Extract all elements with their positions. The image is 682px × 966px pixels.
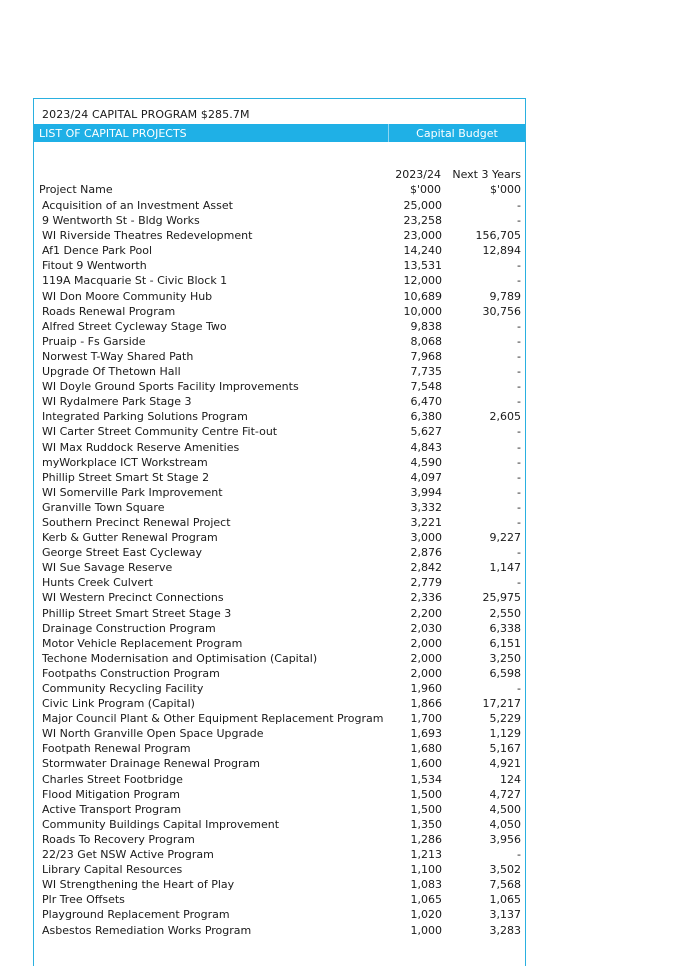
budget-next3-cell: -	[517, 515, 521, 529]
project-name-cell: Community Buildings Capital Improvement	[42, 817, 280, 831]
table-row	[34, 334, 525, 349]
budget-2023-cell: 1,534	[410, 772, 442, 786]
budget-2023-cell: 1,213	[410, 848, 442, 862]
budget-next3-cell: -	[517, 485, 521, 499]
budget-2023-cell: 2,336	[410, 591, 442, 605]
column-header-next3-line2: $'000	[489, 183, 521, 196]
project-name-cell: WI Doyle Ground Sports Facility Improvements	[42, 380, 299, 394]
budget-next3-cell: -	[517, 365, 521, 379]
budget-2023-cell: 1,680	[410, 742, 442, 756]
budget-2023-cell: 2,200	[410, 606, 442, 620]
budget-2023-cell: 1,600	[410, 757, 442, 771]
budget-next3-cell: 7,568	[489, 878, 521, 892]
project-name-cell: WI Riverside Theatres Redevelopment	[42, 229, 253, 243]
table-row	[34, 696, 525, 711]
table-row	[34, 213, 525, 228]
budget-next3-cell: 4,050	[489, 817, 521, 831]
budget-2023-cell: 3,000	[410, 531, 442, 545]
budget-2023-cell: 23,258	[403, 214, 442, 228]
budget-2023-cell: 14,240	[403, 244, 442, 258]
budget-2023-cell: 1,065	[410, 893, 442, 907]
table-row	[34, 847, 525, 862]
table-row	[34, 907, 525, 922]
project-name-cell: WI Somerville Park Improvement	[42, 485, 223, 499]
budget-next3-cell: 1,129	[489, 727, 521, 741]
budget-2023-cell: 1,693	[410, 727, 442, 741]
project-name-cell: Civic Link Program (Capital)	[42, 697, 195, 711]
column-header-2023-line1: 2023/24	[395, 168, 441, 181]
budget-next3-cell: -	[517, 848, 521, 862]
project-name-cell: 119A Macquarie St - Civic Block 1	[42, 274, 228, 288]
budget-next3-cell: -	[517, 455, 521, 469]
project-name-cell: Norwest T-Way Shared Path	[42, 349, 194, 363]
budget-2023-cell: 7,968	[410, 349, 442, 363]
project-name-cell: Techone Modernisation and Optimisation (Capital)	[42, 651, 318, 665]
budget-next3-cell: -	[517, 199, 521, 212]
budget-next3-cell: 4,500	[489, 802, 521, 816]
project-name-cell: Flood Mitigation Program	[42, 787, 180, 801]
capital-program-table	[33, 98, 526, 966]
budget-next3-cell: 1,147	[489, 561, 521, 575]
list-label: LIST OF CAPITAL PROJECTS	[39, 127, 187, 140]
project-name-cell: Hunts Creek Culvert	[42, 576, 153, 590]
budget-next3-cell: -	[517, 349, 521, 363]
project-name-cell: WI Sue Savage Reserve	[42, 561, 173, 575]
table-row	[34, 787, 525, 802]
budget-2023-cell: 13,531	[403, 259, 442, 273]
project-name-cell: Integrated Parking Solutions Program	[42, 410, 248, 424]
table-row	[34, 500, 525, 515]
project-name-cell: Roads To Recovery Program	[42, 832, 195, 846]
table-row	[34, 243, 525, 258]
budget-2023-cell: 1,350	[410, 817, 442, 831]
project-name-cell: 9 Wentworth St - Bldg Works	[42, 214, 200, 228]
budget-2023-cell: 1,866	[410, 697, 442, 711]
budget-2023-cell: 4,097	[410, 470, 442, 484]
budget-next3-cell: -	[517, 576, 521, 590]
table-row	[34, 455, 525, 470]
project-name-cell: WI Western Precinct Connections	[42, 591, 224, 605]
budget-next3-cell: 6,338	[489, 621, 521, 635]
budget-next3-cell: 6,598	[489, 666, 521, 680]
table-row	[34, 515, 525, 530]
project-name-cell: WI Don Moore Community Hub	[42, 289, 213, 303]
budget-2023-cell: 3,221	[410, 515, 442, 529]
budget-next3-cell: 2,550	[489, 606, 521, 620]
column-header-2023-line2: $'000	[409, 183, 441, 196]
table-row	[34, 258, 525, 273]
table-row	[34, 666, 525, 681]
table-row	[34, 530, 525, 545]
budget-next3-cell: -	[517, 334, 521, 348]
budget-2023-cell: 2,000	[410, 651, 442, 665]
table-row	[34, 289, 525, 304]
budget-next3-cell: 3,137	[489, 908, 521, 922]
project-name-cell: Footpath Renewal Program	[42, 742, 191, 756]
project-name-cell: WI Carter Street Community Centre Fit-out	[42, 425, 278, 439]
project-name-cell: Active Transport Program	[42, 802, 182, 816]
table-row	[34, 711, 525, 726]
table-row	[34, 817, 525, 832]
budget-next3-cell: 4,727	[489, 787, 521, 801]
table-row	[34, 394, 525, 409]
budget-next3-cell: 1,065	[489, 893, 521, 907]
budget-2023-cell: 23,000	[403, 229, 442, 243]
project-name-cell: Motor Vehicle Replacement Program	[42, 636, 243, 650]
project-name-cell: Drainage Construction Program	[42, 621, 216, 635]
table-row	[34, 832, 525, 847]
table-row	[34, 590, 525, 605]
table-row	[34, 319, 525, 334]
table-row	[34, 772, 525, 787]
budget-next3-cell: 5,167	[489, 742, 521, 756]
budget-next3-cell: 9,789	[489, 289, 521, 303]
project-name-cell: WI Max Ruddock Reserve Amenities	[42, 440, 240, 454]
budget-next3-cell: 124	[500, 772, 521, 786]
table-row	[34, 802, 525, 817]
table-row	[34, 681, 525, 696]
budget-next3-cell: 12,894	[482, 244, 521, 258]
budget-next3-cell: 6,151	[489, 636, 521, 650]
budget-next3-cell: 156,705	[475, 229, 521, 243]
budget-next3-cell: 3,956	[489, 832, 521, 846]
budget-2023-cell: 9,838	[410, 319, 442, 333]
table-row	[34, 440, 525, 455]
budget-2023-cell: 1,500	[410, 802, 442, 816]
budget-next3-cell: 3,283	[489, 923, 521, 937]
table-row	[34, 485, 525, 500]
budget-2023-cell: 1,960	[410, 682, 442, 695]
project-name-cell: myWorkplace ICT Workstream	[42, 455, 208, 469]
budget-2023-cell: 1,000	[410, 923, 442, 937]
table-row	[34, 304, 525, 319]
table-row	[34, 621, 525, 636]
column-header-next3	[444, 167, 521, 197]
table-row	[34, 409, 525, 424]
project-name-cell: Granville Town Square	[42, 500, 165, 514]
budget-2023-cell: 1,700	[410, 712, 442, 726]
budget-2023-cell: 10,000	[403, 304, 442, 318]
budget-label: Capital Budget	[416, 127, 498, 140]
budget-2023-cell: 2,876	[410, 546, 442, 560]
project-name-cell: Phillip Street Smart St Stage 2	[42, 470, 210, 484]
budget-2023-cell: 4,590	[410, 455, 442, 469]
budget-2023-cell: 2,000	[410, 636, 442, 650]
project-name-cell: Acquisition of an Investment Asset	[42, 199, 233, 212]
project-name-cell: Plr Tree Offsets	[42, 893, 125, 907]
project-name-cell: Library Capital Resources	[42, 863, 183, 877]
budget-next3-cell: 2,605	[489, 410, 521, 424]
table-row	[34, 228, 525, 243]
project-name-cell: Kerb & Gutter Renewal Program	[42, 531, 218, 545]
table-row	[34, 424, 525, 439]
project-name-cell: George Street East Cycleway	[42, 546, 203, 560]
budget-2023-cell: 5,627	[410, 425, 442, 439]
budget-next3-cell: 5,229	[489, 712, 521, 726]
budget-2023-cell: 1,083	[410, 878, 442, 892]
table-row	[34, 545, 525, 560]
budget-2023-cell: 2,030	[410, 621, 442, 635]
project-name-cell: Playground Replacement Program	[42, 908, 230, 922]
table-row	[34, 379, 525, 394]
table-row	[34, 636, 525, 651]
table-row	[34, 273, 525, 288]
table-row	[34, 606, 525, 621]
column-header-2023	[389, 167, 441, 197]
budget-next3-cell: 9,227	[489, 531, 521, 545]
table-body	[34, 198, 525, 938]
budget-2023-cell: 8,068	[410, 334, 442, 348]
table-row	[34, 756, 525, 771]
budget-2023-cell: 3,332	[410, 500, 442, 514]
budget-2023-cell: 7,735	[410, 365, 442, 379]
project-name-cell: WI Strengthening the Heart of Play	[42, 878, 235, 892]
budget-next3-cell: -	[517, 274, 521, 288]
project-name-cell: Alfred Street Cycleway Stage Two	[42, 319, 227, 333]
budget-2023-cell: 1,286	[410, 832, 442, 846]
budget-next3-cell: -	[517, 380, 521, 394]
budget-next3-cell: -	[517, 470, 521, 484]
budget-next3-cell: 3,502	[489, 863, 521, 877]
column-header-project: Project Name	[39, 183, 113, 196]
project-name-cell: WI Rydalmere Park Stage 3	[42, 395, 192, 409]
project-name-cell: Stormwater Drainage Renewal Program	[42, 757, 261, 771]
project-name-cell: Roads Renewal Program	[42, 304, 176, 318]
table-row	[34, 651, 525, 666]
budget-2023-cell: 10,689	[403, 289, 442, 303]
budget-next3-cell: 3,250	[489, 651, 521, 665]
project-name-cell: Af1 Dence Park Pool	[42, 244, 153, 258]
table-row	[34, 198, 525, 213]
column-header-next3-line1: Next 3 Years	[452, 168, 521, 181]
table-row	[34, 741, 525, 756]
header-bar	[34, 124, 525, 142]
project-name-cell: Community Recycling Facility	[42, 682, 204, 695]
budget-next3-cell: -	[517, 546, 521, 560]
project-name-cell: Phillip Street Smart Street Stage 3	[42, 606, 232, 620]
project-name-cell: WI North Granville Open Space Upgrade	[42, 727, 264, 741]
budget-next3-cell: 30,756	[482, 304, 521, 318]
budget-2023-cell: 25,000	[403, 199, 442, 212]
budget-2023-cell: 12,000	[403, 274, 442, 288]
budget-2023-cell: 3,994	[410, 485, 442, 499]
table-row	[34, 470, 525, 485]
table-title: 2023/24 CAPITAL PROGRAM $285.7M	[42, 108, 250, 121]
budget-next3-cell: 4,921	[489, 757, 521, 771]
table-row	[34, 892, 525, 907]
budget-2023-cell: 6,470	[410, 395, 442, 409]
table-row	[34, 575, 525, 590]
budget-2023-cell: 2,842	[410, 561, 442, 575]
budget-2023-cell: 1,100	[410, 863, 442, 877]
project-name-cell: Major Council Plant & Other Equipment Replacement Program	[42, 712, 384, 726]
budget-next3-cell: -	[517, 682, 521, 695]
budget-2023-cell: 2,000	[410, 666, 442, 680]
budget-next3-cell: -	[517, 214, 521, 228]
budget-2023-cell: 7,548	[410, 380, 442, 394]
project-name-cell: Upgrade Of Thetown Hall	[42, 365, 181, 379]
budget-2023-cell: 4,843	[410, 440, 442, 454]
budget-2023-cell: 1,500	[410, 787, 442, 801]
project-name-cell: 22/23 Get NSW Active Program	[42, 848, 214, 862]
budget-next3-cell: -	[517, 425, 521, 439]
project-name-cell: Pruaip - Fs Garside	[42, 334, 146, 348]
budget-next3-cell: -	[517, 500, 521, 514]
project-name-cell: Asbestos Remediation Works Program	[42, 923, 252, 937]
budget-2023-cell: 6,380	[410, 410, 442, 424]
budget-2023-cell: 2,779	[410, 576, 442, 590]
budget-2023-cell: 1,020	[410, 908, 442, 922]
budget-next3-cell: -	[517, 319, 521, 333]
project-name-cell: Fitout 9 Wentworth	[42, 259, 147, 273]
table-row	[34, 862, 525, 877]
table-row	[34, 877, 525, 892]
table-row	[34, 349, 525, 364]
table-row	[34, 923, 525, 938]
budget-next3-cell: -	[517, 440, 521, 454]
table-row	[34, 560, 525, 575]
budget-next3-cell: 25,975	[482, 591, 521, 605]
budget-next3-cell: -	[517, 259, 521, 273]
table-row	[34, 364, 525, 379]
project-name-cell: Charles Street Footbridge	[42, 772, 183, 786]
budget-next3-cell: -	[517, 395, 521, 409]
project-name-cell: Southern Precinct Renewal Project	[42, 515, 231, 529]
project-name-cell: Footpaths Construction Program	[42, 666, 220, 680]
budget-next3-cell: 17,217	[482, 697, 521, 711]
table-row	[34, 726, 525, 741]
